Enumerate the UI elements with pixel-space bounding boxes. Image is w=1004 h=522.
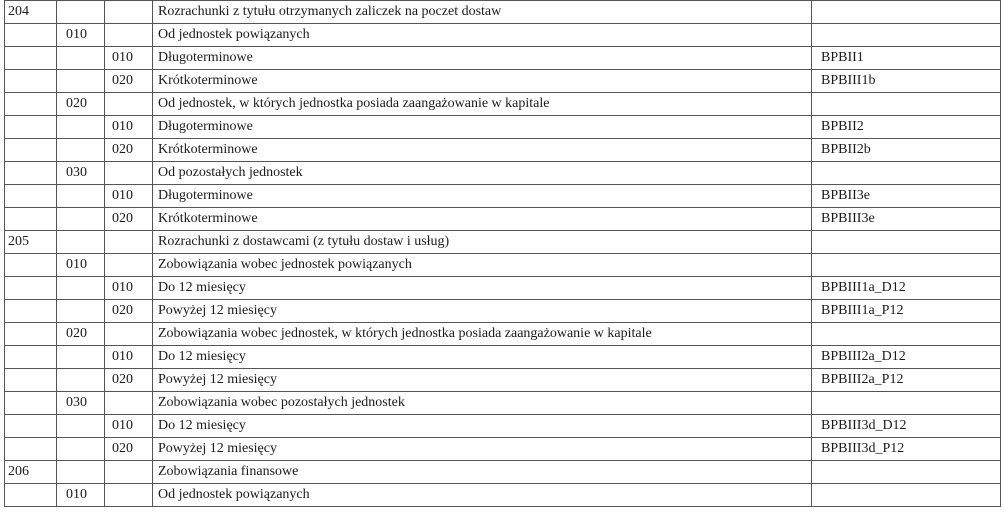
report-code-cell: [812, 254, 1001, 277]
account-level3-cell: 010: [105, 47, 153, 70]
account-level1-cell: [5, 93, 57, 116]
table-row: [5, 369, 1001, 392]
report-code-cell: BPBIII2a_P12: [812, 369, 1001, 392]
report-code-cell: BPBIII1a_D12: [812, 277, 1001, 300]
account-description-cell: Powyżej 12 miesięcy: [153, 438, 812, 461]
report-code-cell: BPBII2b: [812, 139, 1001, 162]
report-code-cell: [812, 484, 1001, 507]
table-row: [5, 24, 1001, 47]
table-row: [5, 231, 1001, 254]
account-level1-cell: [5, 24, 57, 47]
account-level3-cell: [105, 162, 153, 185]
account-level3-cell: [105, 1, 153, 24]
report-code-cell: BPBIII3d_D12: [812, 415, 1001, 438]
account-description-cell: Krótkoterminowe: [153, 70, 812, 93]
account-level3-cell: 010: [105, 116, 153, 139]
report-code-cell: BPBIII1b: [812, 70, 1001, 93]
account-level3-cell: [105, 461, 153, 484]
account-description-cell: Do 12 miesięcy: [153, 415, 812, 438]
account-level2-cell: [57, 346, 105, 369]
table-row: [5, 70, 1001, 93]
account-level2-cell: [57, 47, 105, 70]
account-level3-cell: [105, 484, 153, 507]
account-level2-cell: [57, 208, 105, 231]
account-level3-cell: 020: [105, 70, 153, 93]
account-level1-cell: [5, 323, 57, 346]
account-description-cell: Krótkoterminowe: [153, 208, 812, 231]
account-description-cell: Długoterminowe: [153, 47, 812, 70]
account-level3-cell: [105, 24, 153, 47]
account-description-cell: Krótkoterminowe: [153, 139, 812, 162]
report-code-cell: [812, 162, 1001, 185]
report-code-cell: [812, 461, 1001, 484]
account-level3-cell: 020: [105, 438, 153, 461]
account-description-cell: Zobowiązania wobec jednostek, w których jednostka posiada zaangażowanie w kapitale: [153, 323, 812, 346]
account-level1-cell: [5, 415, 57, 438]
account-level2-cell: 020: [57, 323, 105, 346]
report-code-cell: BPBIII3d_P12: [812, 438, 1001, 461]
account-level3-cell: [105, 323, 153, 346]
account-description-cell: Od jednostek powiązanych: [153, 484, 812, 507]
table-row: [5, 438, 1001, 461]
account-level1-cell: [5, 484, 57, 507]
account-level2-cell: [57, 1, 105, 24]
account-level2-cell: [57, 300, 105, 323]
account-level3-cell: 020: [105, 139, 153, 162]
account-level2-cell: [57, 185, 105, 208]
accounts-table: [4, 0, 1001, 507]
account-description-cell: Od jednostek, w których jednostka posiada zaangażowanie w kapitale: [153, 93, 812, 116]
account-description-cell: Powyżej 12 miesięcy: [153, 369, 812, 392]
account-description-cell: Rozrachunki z dostawcami (z tytułu dostaw i usług): [153, 231, 812, 254]
report-code-cell: [812, 392, 1001, 415]
account-level2-cell: [57, 70, 105, 93]
account-level2-cell: 010: [57, 484, 105, 507]
account-level2-cell: [57, 139, 105, 162]
table-row: [5, 300, 1001, 323]
report-code-cell: [812, 323, 1001, 346]
account-description-cell: Zobowiązania finansowe: [153, 461, 812, 484]
account-level2-cell: [57, 369, 105, 392]
account-level3-cell: 020: [105, 300, 153, 323]
account-level1-cell: [5, 277, 57, 300]
account-level2-cell: [57, 438, 105, 461]
account-description-cell: Rozrachunki z tytułu otrzymanych zaliczek na poczet dostaw: [153, 1, 812, 24]
account-level2-cell: 030: [57, 162, 105, 185]
account-level1-cell: [5, 369, 57, 392]
account-level3-cell: 010: [105, 185, 153, 208]
table-row: [5, 185, 1001, 208]
account-level1-cell: 205: [5, 231, 57, 254]
account-level1-cell: [5, 208, 57, 231]
table-row: [5, 116, 1001, 139]
account-level1-cell: [5, 70, 57, 93]
account-level1-cell: [5, 139, 57, 162]
table-row: [5, 415, 1001, 438]
account-description-cell: Od pozostałych jednostek: [153, 162, 812, 185]
table-row: [5, 346, 1001, 369]
account-level3-cell: [105, 93, 153, 116]
table-row: [5, 208, 1001, 231]
account-level2-cell: [57, 116, 105, 139]
report-code-cell: [812, 1, 1001, 24]
table-row: [5, 47, 1001, 70]
account-level2-cell: 020: [57, 93, 105, 116]
account-level2-cell: [57, 415, 105, 438]
table-row: [5, 162, 1001, 185]
table-row: [5, 461, 1001, 484]
account-level2-cell: 010: [57, 254, 105, 277]
account-level1-cell: [5, 47, 57, 70]
report-code-cell: BPBIII3e: [812, 208, 1001, 231]
account-level1-cell: [5, 162, 57, 185]
table-row: [5, 254, 1001, 277]
report-code-cell: [812, 24, 1001, 47]
report-code-cell: BPBIII2a_D12: [812, 346, 1001, 369]
table-row: [5, 139, 1001, 162]
account-description-cell: Długoterminowe: [153, 116, 812, 139]
report-code-cell: BPBII1: [812, 47, 1001, 70]
accounts-table-body: [5, 1, 1001, 507]
account-level2-cell: [57, 461, 105, 484]
account-level1-cell: [5, 300, 57, 323]
account-description-cell: Długoterminowe: [153, 185, 812, 208]
account-level3-cell: 010: [105, 277, 153, 300]
account-description-cell: Od jednostek powiązanych: [153, 24, 812, 47]
table-row: [5, 484, 1001, 507]
account-level2-cell: [57, 231, 105, 254]
account-description-cell: Do 12 miesięcy: [153, 277, 812, 300]
account-description-cell: Zobowiązania wobec pozostałych jednostek: [153, 392, 812, 415]
account-level3-cell: 020: [105, 208, 153, 231]
account-level2-cell: 030: [57, 392, 105, 415]
report-code-cell: BPBII2: [812, 116, 1001, 139]
table-row: [5, 1, 1001, 24]
account-level2-cell: 010: [57, 24, 105, 47]
account-description-cell: Do 12 miesięcy: [153, 346, 812, 369]
account-level3-cell: [105, 254, 153, 277]
account-level1-cell: [5, 392, 57, 415]
account-level1-cell: [5, 185, 57, 208]
account-level1-cell: 204: [5, 1, 57, 24]
account-level1-cell: [5, 438, 57, 461]
account-description-cell: Powyżej 12 miesięcy: [153, 300, 812, 323]
report-code-cell: [812, 231, 1001, 254]
account-description-cell: Zobowiązania wobec jednostek powiązanych: [153, 254, 812, 277]
account-level3-cell: [105, 231, 153, 254]
account-level3-cell: 020: [105, 369, 153, 392]
report-code-cell: BPBIII1a_P12: [812, 300, 1001, 323]
table-row: [5, 277, 1001, 300]
account-level1-cell: [5, 346, 57, 369]
report-code-cell: BPBII3e: [812, 185, 1001, 208]
table-row: [5, 93, 1001, 116]
account-level2-cell: [57, 277, 105, 300]
table-row: [5, 392, 1001, 415]
account-level1-cell: [5, 254, 57, 277]
account-level3-cell: [105, 392, 153, 415]
account-level3-cell: 010: [105, 346, 153, 369]
account-level3-cell: 010: [105, 415, 153, 438]
account-level1-cell: [5, 116, 57, 139]
account-level1-cell: 206: [5, 461, 57, 484]
report-code-cell: [812, 93, 1001, 116]
table-row: [5, 323, 1001, 346]
